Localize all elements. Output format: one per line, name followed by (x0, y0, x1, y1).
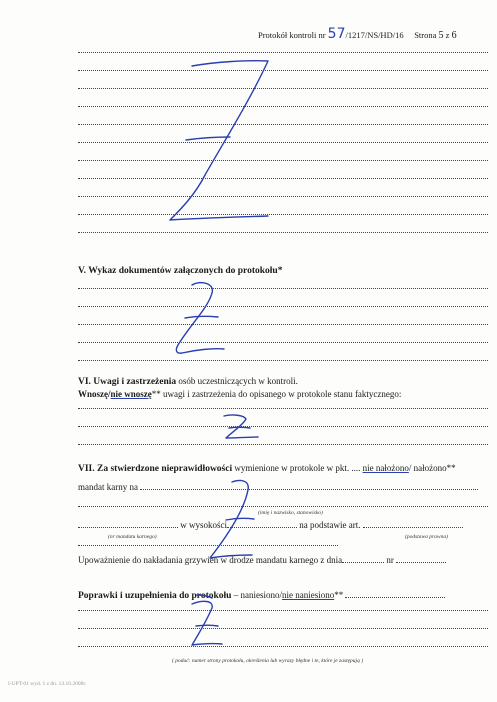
page-header (258, 26, 457, 42)
dotted-line (78, 142, 488, 143)
mandate-line (78, 482, 488, 492)
dotted-line (78, 408, 488, 409)
on-basis-label: na podstawie art. (299, 520, 361, 530)
corrections-rest-c: ** (334, 590, 344, 600)
dotted-line (78, 444, 488, 445)
mandate-number-dotted-field (78, 526, 178, 528)
section-vii-title-rest: wymienione w protokole w pkt. .... (232, 463, 363, 473)
page-separator: z (445, 30, 450, 40)
dotted-line (78, 306, 488, 307)
dotted-line (78, 610, 488, 611)
mandate-label: mandat karny na (78, 482, 138, 492)
dotted-line (78, 360, 488, 361)
option-nie-wnosze: nie wnoszę (110, 389, 152, 399)
dotted-line (78, 88, 488, 89)
protocol-prefix: Protokół kontroli nr (258, 30, 326, 40)
corrections-title: Poprawki i uzupełnienia do protokołu (78, 591, 232, 601)
small-legal-basis-caption: (podstawa prawna) (405, 534, 448, 540)
corrections-rest-a: – naniesiono/ (231, 590, 282, 600)
authorization-date-field (342, 561, 384, 563)
small-mandate-no-caption: (nr mandatu karnego) (108, 534, 157, 540)
dotted-line (78, 124, 488, 125)
section-v-title: V. Wykaz dokumentów załączonych do protokołu* (78, 266, 283, 276)
dotted-line (78, 196, 488, 197)
z-mark-corrections (192, 601, 222, 645)
section-vi-line2 (78, 389, 401, 399)
section-vii-heading (78, 463, 456, 474)
dotted-line (78, 342, 488, 343)
amount-line (78, 520, 463, 530)
mandate-dotted-field (140, 488, 478, 490)
dotted-line (78, 52, 488, 53)
section-vi-heading (78, 376, 298, 387)
page-label: Strona (414, 30, 437, 40)
dotted-line (78, 628, 488, 629)
in-amount-label: w wysokości (180, 520, 227, 530)
section-vii-title: VII. Za stwierdzone nieprawidłowości (78, 464, 233, 474)
corrections-note: ( podać: numer strony protokołu, określenia lub wyrazy błędne i te, które je zastępują ) (172, 658, 364, 664)
legal-basis-dotted-field (363, 526, 463, 528)
section-vi-line2-rest: ** uwagi i zastrzeżenia do opisanego w protokole stanu faktycznego: (151, 389, 402, 399)
corrections-heading (78, 590, 445, 601)
dotted-line (78, 288, 488, 289)
authorization-number-field (396, 561, 446, 563)
dotted-line (78, 178, 488, 179)
protocol-handwritten-number: 57 (327, 26, 346, 42)
option-nie-naniesiono: nie naniesiono (281, 590, 335, 600)
form-footer: I-UPT-01 wyd. 1 z dn. 13.10.2008r. (8, 681, 87, 687)
section-vi-title-rest: osób uczestniczących w kontroli. (176, 376, 298, 386)
section-vi-title: VI. Uwagi i zastrzeżenia (78, 377, 177, 387)
dotted-line (78, 545, 338, 546)
option-wnosze: Wnoszę/ (78, 389, 111, 399)
dotted-line (78, 70, 488, 71)
dotted-line (78, 106, 488, 107)
dotted-line (78, 426, 488, 427)
amount-dotted-field (227, 526, 297, 528)
option-nalozono: / nałożono** (408, 463, 456, 473)
dotted-line (78, 646, 488, 647)
protocol-suffix: /1217/NS/HD/16 (345, 30, 404, 40)
dotted-line (78, 214, 488, 215)
option-nie-nalozono: nie nałożono (362, 463, 409, 473)
authorization-text: Upoważnienie do nakładania grzywien w drodze mandatu karnego z dnia (78, 555, 343, 565)
dotted-line (78, 324, 488, 325)
page-number: 5 (438, 30, 444, 41)
small-name-caption: (imię i nazwisko, stanowisko) (258, 510, 323, 516)
page-total: 6 (451, 30, 457, 41)
corrections-dotted-field (345, 596, 445, 598)
nr-label: nr (386, 555, 394, 565)
dotted-line (78, 506, 488, 507)
dotted-line (78, 232, 488, 233)
authorization-line (78, 555, 446, 565)
dotted-line (78, 160, 488, 161)
